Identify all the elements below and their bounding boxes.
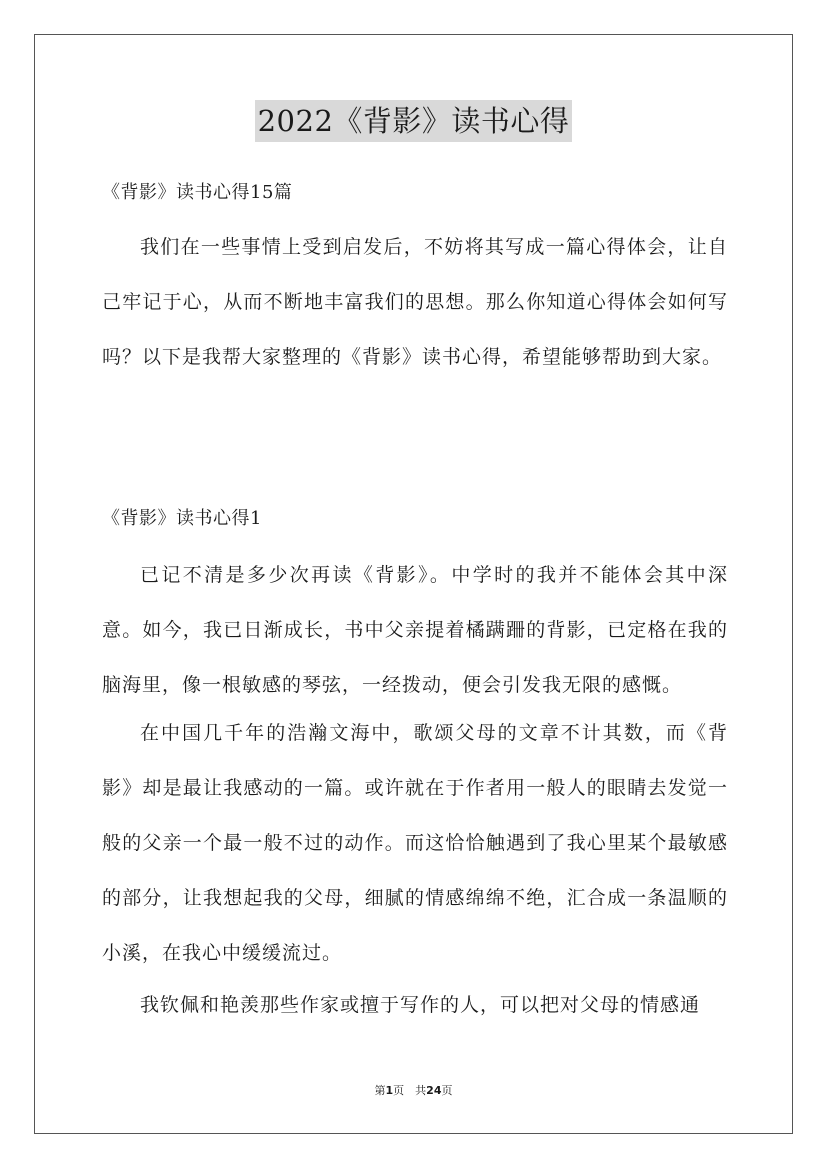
paragraph-3: 我钦佩和艳羡那些作家或擅于写作的人，可以把对父母的情感通 xyxy=(140,994,701,1016)
document-subtitle: 《背影》读书心得15篇 xyxy=(102,182,293,203)
footer-page-prefix: 第 xyxy=(374,1084,386,1097)
footer-page-current: 1 xyxy=(385,1084,394,1097)
footer-page-suffix: 页 xyxy=(441,1084,453,1097)
paragraph-1: 已记不清是多少次再读《背影》。中学时的我并不能体会其中深意。如今，我已日渐成长，书中父亲提着橘蹒跚的背影，已定格在我的脑海里，像一根敏感的琴弦，一经拨动，便会引发我无限的感慨。 xyxy=(102,564,728,696)
page-footer xyxy=(0,1082,827,1098)
intro-paragraph: 我们在一些事情上受到启发后，不妨将其写成一篇心得体会，让自己牢记于心，从而不断地丰富我们的思想。那么你知道心得体会如何写吗？以下是我帮大家整理的《背影》读书心得，希望能够帮助到大家。 xyxy=(102,236,728,368)
document-title: 2022《背影》读书心得 xyxy=(255,100,573,142)
footer-page-mid: 页 共 xyxy=(393,1084,427,1097)
section-heading: 《背影》读书心得1 xyxy=(102,508,262,529)
title-container xyxy=(0,100,827,142)
paragraph-2: 在中国几千年的浩瀚文海中，歌颂父母的文章不计其数，而《背影》却是最让我感动的一篇。或许就在于作者用一般人的眼睛去发觉一般的父亲一个最一般不过的动作。而这恰恰触遇到了我心里某个最敏感的部分，让我想起我的父母，细腻的情感绵绵不绝，汇合成一条温顺的小溪，在我心中缓缓流过。 xyxy=(102,722,728,964)
footer-page-total: 24 xyxy=(426,1084,442,1097)
